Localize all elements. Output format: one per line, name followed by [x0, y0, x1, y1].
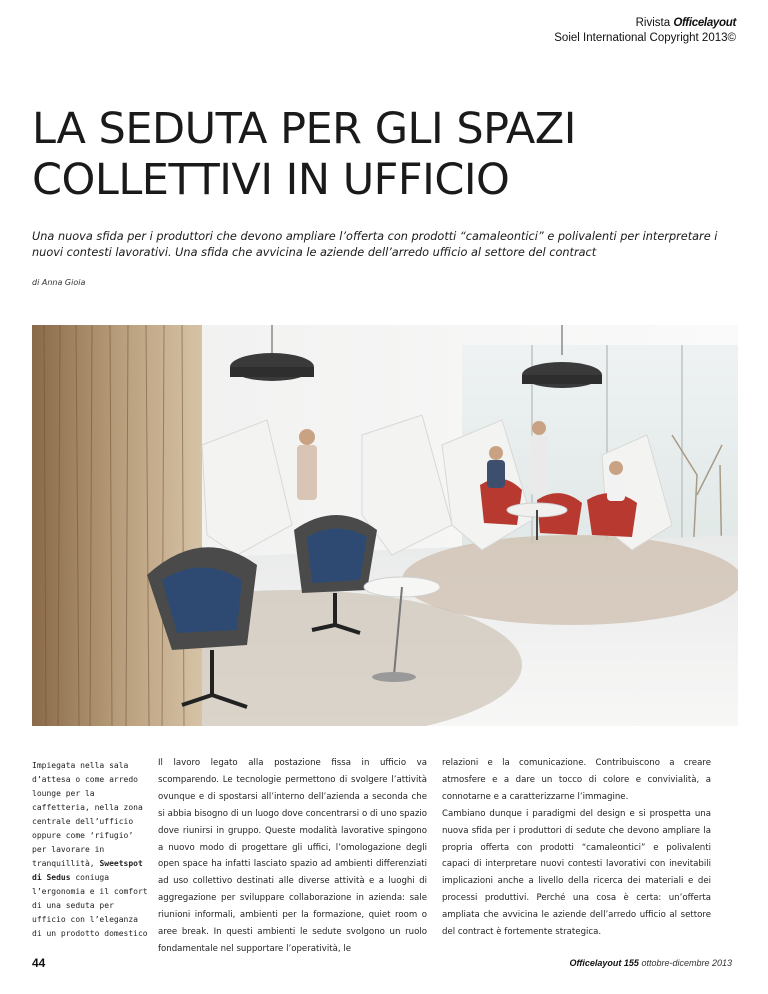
- magazine-brand: Officelayout: [673, 17, 736, 29]
- body-paragraph: relazioni e la comunicazione. Contribuiscono a creare atmosfere e a dare un tocco di colore e convivialità, a connotarne e a caratterizzarne l’immagine.: [442, 758, 711, 802]
- footer-date: ottobre-dicembre 2013: [641, 958, 732, 968]
- body-column-1: [158, 755, 427, 958]
- caption-text-2: coniuga l’ergonomia e il comfort di una seduta per ufficio con l’eleganza di un prodotto domestico: [32, 873, 148, 938]
- page-number: 44: [32, 956, 46, 970]
- body-column-2: [442, 755, 711, 941]
- lounge-photo: [32, 325, 738, 726]
- magazine-header: [554, 16, 736, 46]
- body-paragraph: Il lavoro legato alla postazione fissa in ufficio va scomparendo. Le tecnologie permettono di svolgere l’attività ovunque e di spostarsi all’interno dell’azienda a seconda che si abbia bisogno di un luogo dove concentrarsi o di uno spazio dove riunirsi in gruppo. Queste modalità lavorative spingono a nuovo modo di progettare gli uffici, l’omologazione degli open space ha infatti lasciato spazio ad ambienti differenziati ad uso collettivo destinati alle diverse attività e a luoghi di aggregazione per sviluppare collaborazione in azienda: sale riunioni informali, ambienti per la formazione, quiet room o aree break. In questi ambienti le sedute svolgono un ruolo fondamentale nel supportare l’operatività, le: [158, 758, 427, 954]
- magazine-name: [554, 16, 736, 31]
- article-subtitle: Una nuova sfida per i produttori che devono ampliare l’offerta con prodotti “camaleontici” e polivalenti per interpretare i nuovi contesti lavorativi. Una sfida che avvicina le aziende dell’arredo ufficio al settore del contract: [32, 230, 718, 259]
- body-paragraph: Cambiano dunque i paradigmi del design e si prospetta una nuova sfida per i produttori di sedute che devono ampliare la propria offerta con prodotti “camaleontici” e polivalenti capaci di interpretare nuovi contesti lavorativi con inevitabili implicazioni anche a livello della ricerca dei materiali e dei processi produttivi. Perché una cosa è certa: un’offerta ampliata che avvicina le aziende dell’arredo ufficio al settore del contract è fortemente strategica.: [442, 808, 711, 938]
- copyright-line: Soiel International Copyright 2013©: [554, 32, 736, 44]
- magazine-prefix: Rivista: [635, 17, 671, 29]
- footer-issue: 155: [623, 958, 639, 968]
- title-line-2: COLLETTIVI IN UFFICIO: [32, 155, 510, 205]
- photo-caption: [32, 759, 150, 941]
- caption-product-name: Sweetspot di Sedus: [32, 859, 143, 882]
- article-byline: di Anna Gioia: [32, 278, 86, 287]
- caption-text-1: Impiegata nella sala d’attesa o come arredo lounge per la caffetteria, nella zona centrale dell’ufficio oppure come ‘rifugio’ per lavorare in tranquillità,: [32, 761, 143, 868]
- title-line-1: LA SEDUTA PER GLI SPAZI: [32, 104, 576, 154]
- page-footer: [570, 958, 732, 968]
- lounge-photo-illustration: [32, 325, 738, 726]
- article-title: [32, 104, 712, 206]
- footer-brand: Officelayout: [569, 958, 622, 968]
